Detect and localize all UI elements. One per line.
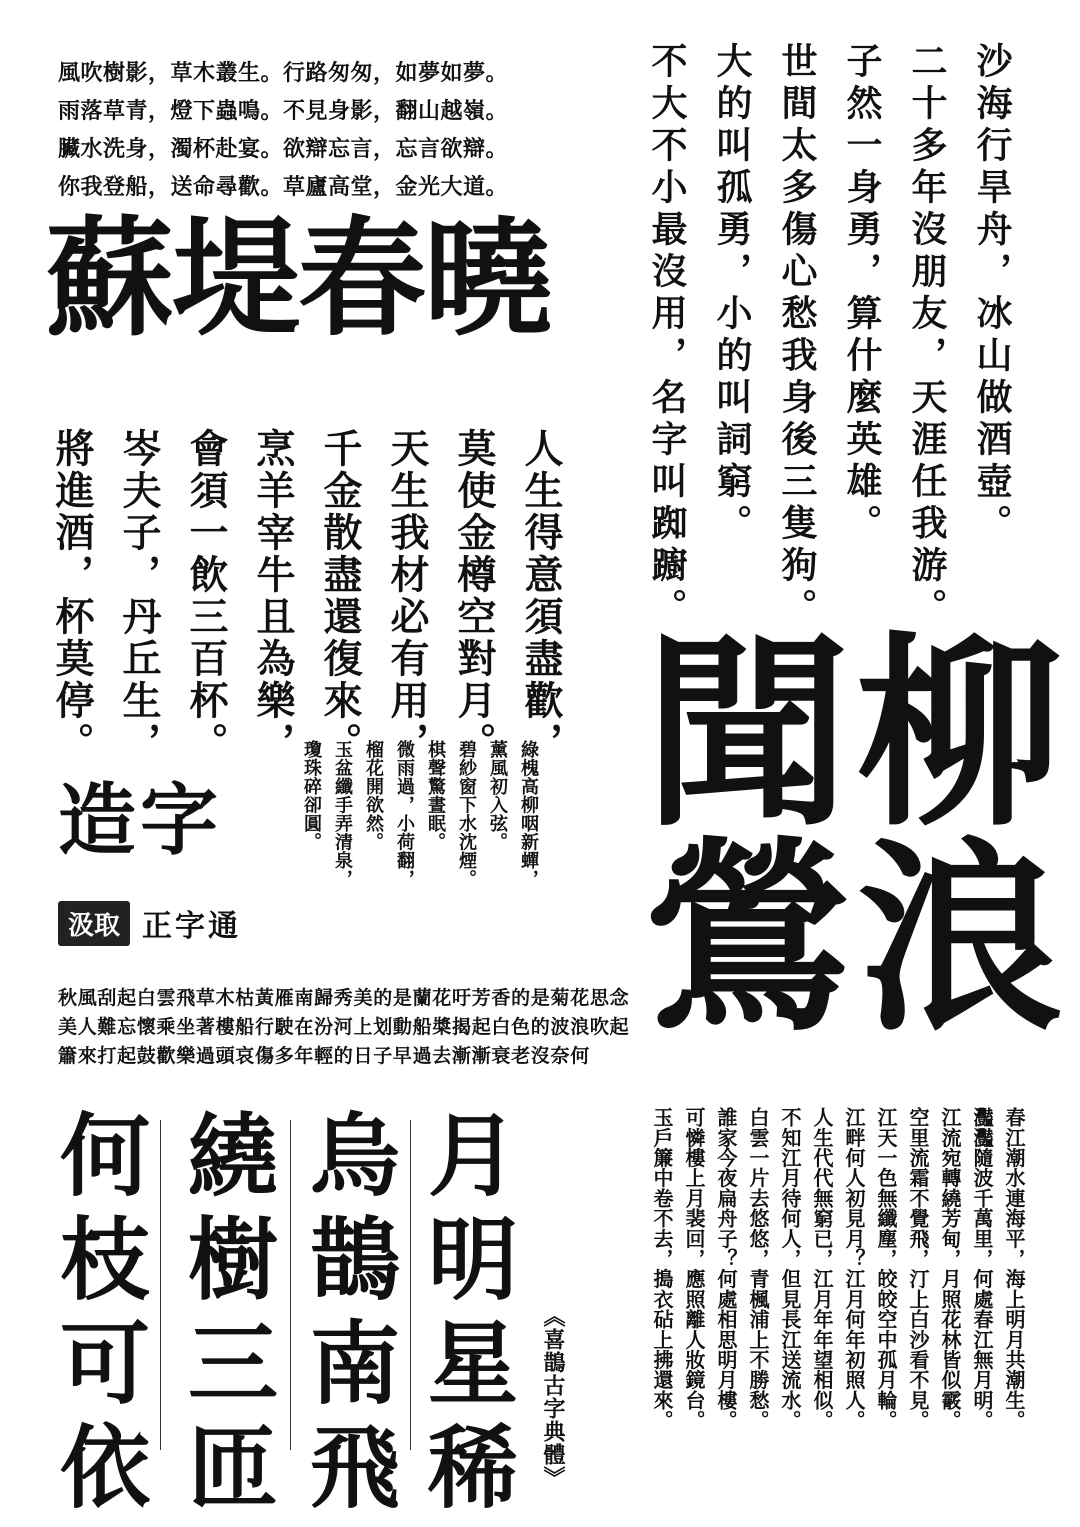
title-liulang-col-1: 柳浪 [822,625,1062,1035]
poem-jiang-col-3: 天生我材必有用， [384,428,430,764]
big-column-4: 何枝可依 [44,1108,150,1524]
poem-shahai-col-2: 二十多年沒朋友，天涯任我游。 [906,42,948,630]
font-credit: 《喜鵲古字典體》 [540,1305,566,1489]
poem-chunjiang-col-2: 灩灩隨波千萬里，何處春江無月明。 [970,1107,994,1431]
poem-chunjiang-col-9: 白雲一片去悠悠，青楓浦上不勝愁。 [746,1107,770,1431]
poem-lvhuai-col-7: 玉盆纖手弄清泉， [332,740,353,888]
top-line-3: 臟水洗身，濁杯赴宴。欲辯忘言，忘言欲辯。 [58,136,509,162]
top-line-1: 風吹樹影，草木叢生。行路匆匆，如夢如夢。 [58,60,509,86]
poem-jiangjinjiu [48,428,565,764]
poem-lvhuai-col-2: 薰風初入弦。 [487,740,508,851]
badge-text: 正字通 [142,909,242,944]
poem-chunjiang-col-11: 可憐樓上月裴回，應照離人妝鏡台。 [682,1107,706,1431]
poem-lvhuai-col-3: 碧紗窗下水沈煙。 [456,740,477,888]
poem-jiang-col-1: 人生得意須盡歡， [518,428,564,764]
poem-chunjiang-col-6: 江畔何人初見月？江月何年初照人。 [842,1107,866,1431]
title-liulang-col-2: 聞鶯 [610,625,850,1035]
poem-shahai-col-6: 不大不小最沒用，名字叫踟躕。 [646,42,688,630]
poem-chunjiang-col-8: 不知江月待何人，但見長江送流水。 [778,1107,802,1431]
poem-lvhuai [298,740,541,970]
poem-jiang-col-8: 將進酒，杯莫停。 [49,428,95,764]
big-column-2: 烏鵲南飛 [294,1108,400,1524]
title-zaozi: 造字 [58,775,223,866]
poem-jiang-col-5: 烹羊宰牛且為樂， [250,428,296,764]
poem-jiang-col-4: 千金散盡還復來。 [317,428,363,764]
poem-shahai-col-1: 沙海行旱舟，冰山做酒壺。 [971,42,1013,546]
poem-jiang-col-7: 岑夫子，丹丘生， [116,428,162,764]
poem-chunjiang-col-4: 空里流霜不覺飛，汀上白沙看不見。 [906,1107,930,1431]
source-badge [58,900,241,946]
prose-line-1: 秋風刮起白雲飛草木枯黃雁南歸秀美的是蘭花吁芳香的是菊花思念 [58,987,630,1009]
big-column-3: 繞樹三匝 [172,1108,278,1524]
top-lines-block [58,54,598,206]
title-sudi-chunxiao: 蘇堤春曉 [46,204,551,354]
prose-block [58,984,629,1071]
badge-box-label: 汲取 [58,901,130,946]
prose-line-2: 美人難忘懷乘坐著樓船行駛在汾河上划動船槳揭起白色的波浪吹起 [58,1016,630,1038]
title-liulang-wenying [610,625,1062,1065]
poem-chunjiang-col-5: 江天一色無纖塵，皎皎空中孤月輪。 [874,1107,898,1431]
poem-chunjiang [648,1107,1028,1497]
poem-lvhuai-col-8: 瓊珠碎卻圓。 [301,740,322,851]
poem-shahai-col-3: 子然一身勇，算什麼英雄。 [841,42,883,546]
poem-chunjiang-col-12: 玉戶簾中卷不去，搗衣砧上拂還來。 [650,1107,674,1431]
poem-chunjiang-col-3: 江流宛轉繞芳甸，月照花林皆似霰。 [938,1107,962,1431]
poem-lvhuai-col-4: 棋聲驚晝眠。 [425,740,446,851]
poem-shahai-col-4: 世間太多傷心愁我身後三隻狗。 [776,42,818,630]
poem-jiang-col-2: 莫使金樽空對月。 [451,428,497,764]
poem-lvhuai-col-5: 微雨過，小荷翻， [394,740,415,888]
poem-shahai-col-5: 大的叫孤勇，小的叫詞窮。 [711,42,753,546]
big-column-1: 月明星稀 [412,1108,518,1524]
poem-shahai [639,42,1020,630]
column-divider [410,1120,411,1450]
column-divider [160,1120,161,1450]
top-line-2: 雨落草青，燈下蟲鳴。不見身影，翻山越嶺。 [58,98,509,124]
poem-chunjiang-col-1: 春江潮水連海平，海上明月共潮生。 [1002,1107,1026,1431]
poem-lvhuai-col-1: 綠槐高柳咽新蟬， [518,740,539,888]
column-divider [290,1120,291,1450]
poem-chunjiang-col-7: 人生代代無窮已，江月年年望相似。 [810,1107,834,1431]
prose-line-3: 簫來打起鼓歡樂過頭哀傷多年輕的日子早過去漸漸衰老沒奈何 [58,1045,590,1067]
poem-jiang-col-6: 會須一飲三百杯。 [183,428,229,764]
poem-chunjiang-col-10: 誰家今夜扁舟子？何處相思明月樓。 [714,1107,738,1431]
top-line-4: 你我登船，送命尋歡。草廬高堂，金光大道。 [58,174,509,200]
poem-lvhuai-col-6: 榴花開欲然。 [363,740,384,851]
